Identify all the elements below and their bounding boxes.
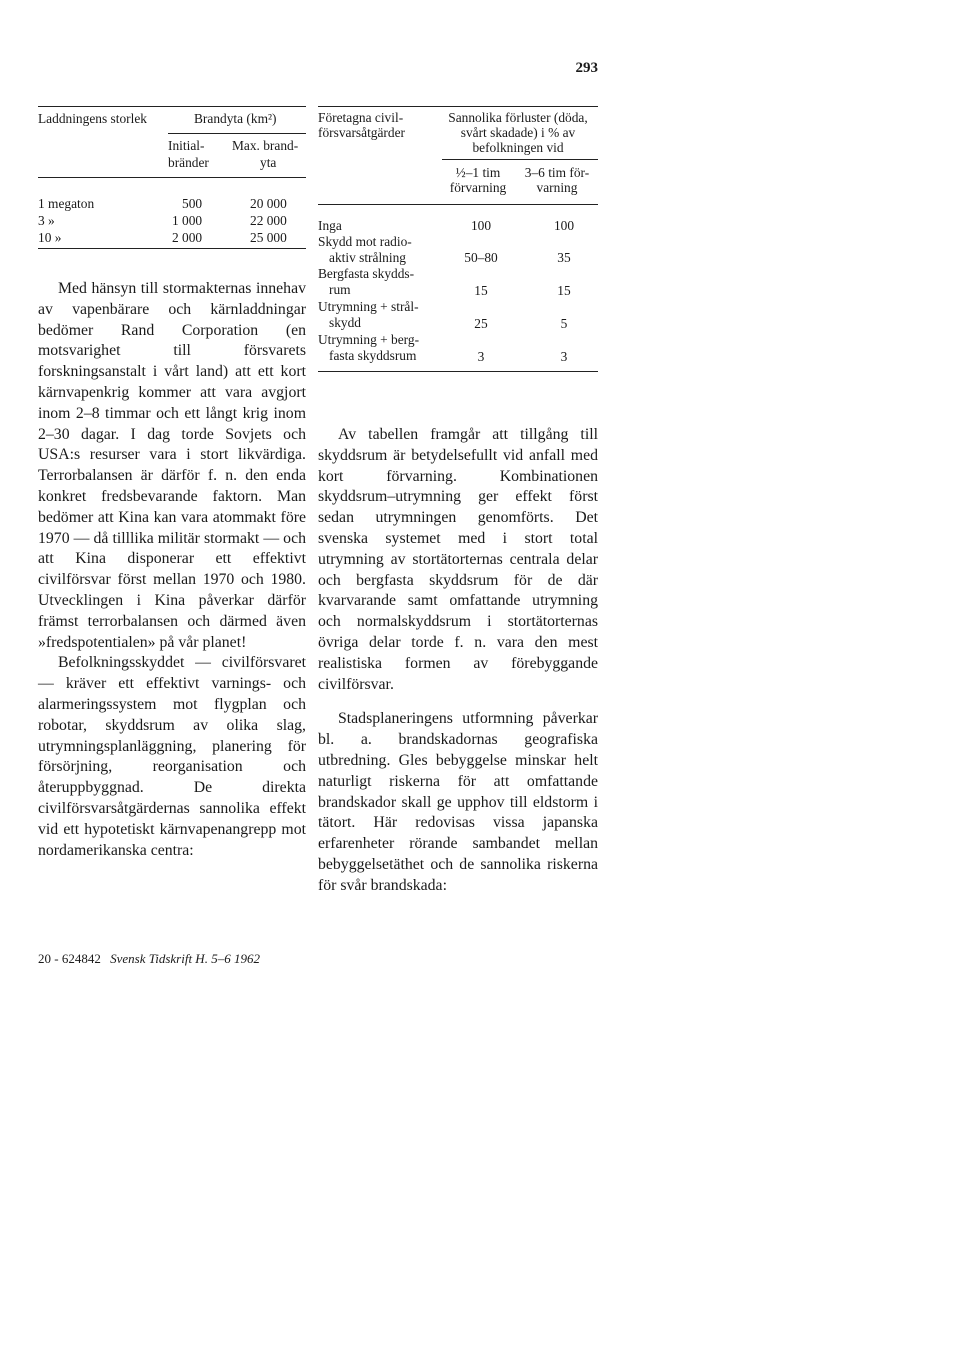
table-bottom-rule <box>318 371 598 372</box>
row-short-value: 25 <box>474 316 488 331</box>
col-losses-header-l1: Sannolika förluster (döda, <box>448 110 588 125</box>
row-initial: 2 000 <box>172 230 203 245</box>
col-short-warning-l1: ½–1 tim <box>455 165 501 180</box>
row-initial: 500 <box>182 196 203 211</box>
row-size: 10 » <box>38 230 62 245</box>
right-column-text <box>318 425 598 897</box>
row-long-value: 15 <box>557 283 571 298</box>
row-max: 22 000 <box>250 213 287 228</box>
row-label-l1: Utrymning + berg- <box>318 332 420 347</box>
row-max: 25 000 <box>250 230 287 245</box>
table-bottom-rule <box>38 248 306 249</box>
paragraph: Av tabellen framgår att tillgång till skyddsrum är betydelsefullt vid anfall med kort förvarning. Kombinationen skyddsrum–utrymning ger effekt först sedan utrymningen genomförts. Det svenska systemet med i stort total utrymning av stortätorternas centrala delar och bergfasta skyddsrum för de där kvarvarande samt omfattande utrymning och normalskyddsrum i stortätorternas övriga delar torde f. n. vara den mest realistiska formen av förebyggande civilförsvar. <box>318 426 598 693</box>
row-size: 1 megaton <box>38 196 95 211</box>
fire-area-table <box>38 106 306 249</box>
row-label-l1: Bergfasta skydds- <box>318 266 415 281</box>
table-row <box>318 299 598 332</box>
civil-defense-loss-table <box>318 106 598 372</box>
row-label-l2: fasta skyddsrum <box>329 348 417 363</box>
col-losses-header-l2: svårt skadade) i % av <box>460 125 576 140</box>
col-short-warning-l2: förvarning <box>449 180 507 195</box>
row-max: 20 000 <box>250 196 287 211</box>
row-short-value: 3 <box>477 349 485 364</box>
col-fire-area-group-header: Brandyta (km²) <box>194 111 277 126</box>
row-long-value: 3 <box>560 349 568 364</box>
col-measures-header-l1: Företagna civil- <box>318 110 404 125</box>
table-row <box>38 195 306 212</box>
table-header <box>38 107 306 177</box>
row-long-value: 5 <box>560 316 568 331</box>
paragraph: Stadsplaneringens utformning påverkar bl. a. brandskadornas geografiska utbredning. Gles bebyggelse minskar helt naturligt riskerna för att omfattande brandskador skall ge upphov till eldstorm i tätort. Här redovisas vissa japanska erfarenheter rörande sambandet mellan bebyggelsetäthet och de sannolika riskerna för svår brandskada: <box>318 710 598 894</box>
col-max-header-l2: yta <box>260 155 277 170</box>
table-row <box>318 266 598 299</box>
paragraph: Befolkningsskyddet — civilförsvaret — kräver ett effektivt varnings- och alarmeringssystem mot flygplan och robotar, skyddsrum av olika slag, utrymningsplanläggning, planering för försörjning, reorganisation och återuppbyggnad. De direkta civilförsvarsåtgärdernas sannolika effekt vid ett hypotetiskt kärnvapenangrepp mot nordamerikanska centra: <box>38 654 306 859</box>
col-initial-header-l1: Initial- <box>168 138 205 153</box>
footer-journal: Svensk Tidskrift H. 5–6 1962 <box>110 951 260 966</box>
footer-code: 20 - 624842 <box>38 951 101 966</box>
row-long-value: 35 <box>557 250 571 265</box>
table-row <box>318 234 598 266</box>
row-size: 3 » <box>38 213 55 228</box>
table-row <box>38 229 306 246</box>
col-long-warning-l2: varning <box>536 180 578 195</box>
row-label-l2: rum <box>329 282 351 297</box>
col-initial-header-l2: bränder <box>168 155 209 170</box>
footer <box>38 951 260 967</box>
table-row <box>318 332 598 365</box>
row-initial: 1 000 <box>172 213 203 228</box>
row-label: Inga <box>318 218 342 233</box>
row-label-l2: aktiv strålning <box>329 250 406 265</box>
col-charge-size-header: Laddningens storlek <box>38 111 147 126</box>
table-header <box>318 107 598 204</box>
row-label-l1: Skydd mot radio- <box>318 234 412 249</box>
row-short-value: 15 <box>474 283 488 298</box>
row-label-l1: Utrymning + strål- <box>318 299 419 314</box>
col-measures-header-l2: försvarsåtgärder <box>318 125 405 140</box>
row-long-value: 100 <box>553 218 575 233</box>
row-short-value: 100 <box>470 218 492 233</box>
table-row <box>38 212 306 229</box>
col-long-warning-l1: 3–6 tim för- <box>524 165 590 180</box>
left-column-text <box>38 279 306 861</box>
row-short-value: 50–80 <box>464 250 498 265</box>
group-brace <box>442 159 598 160</box>
page-number: 293 <box>575 60 598 76</box>
col-max-header-l1: Max. brand- <box>232 138 299 153</box>
row-label-l2: skydd <box>329 315 361 330</box>
table-row <box>318 218 598 234</box>
col-losses-header-l3: befolkningen vid <box>472 140 564 155</box>
paragraph: Med hänsyn till stormakternas innehav av vapenbärare och kärnladdningar bedömer Rand Corporation (en motsvarighet till försvarets forskningsanstalt i vårt land) att ett kort kärnvapenkrig kommer att vara avgjort inom 2–8 timmar och ett långt krig inom 2–30 dagar. I dag torde Sovjets och USA:s resurser vara i stort likvärdiga. Terrorbalansen är därför f. n. den enda konkret fredsbevarande faktorn. Man bedömer att Kina kan vara atommakt före 1970 — då tilllika militär stormakt — och att Kina disponerar ett effektivt civilförsvar först mellan 1970 och 1980. Utvecklingen i Kina påverkar därför främst terrorbalansen och därmed även »fredspotentialen» på vår planet! <box>38 280 306 651</box>
group-brace <box>168 133 306 134</box>
